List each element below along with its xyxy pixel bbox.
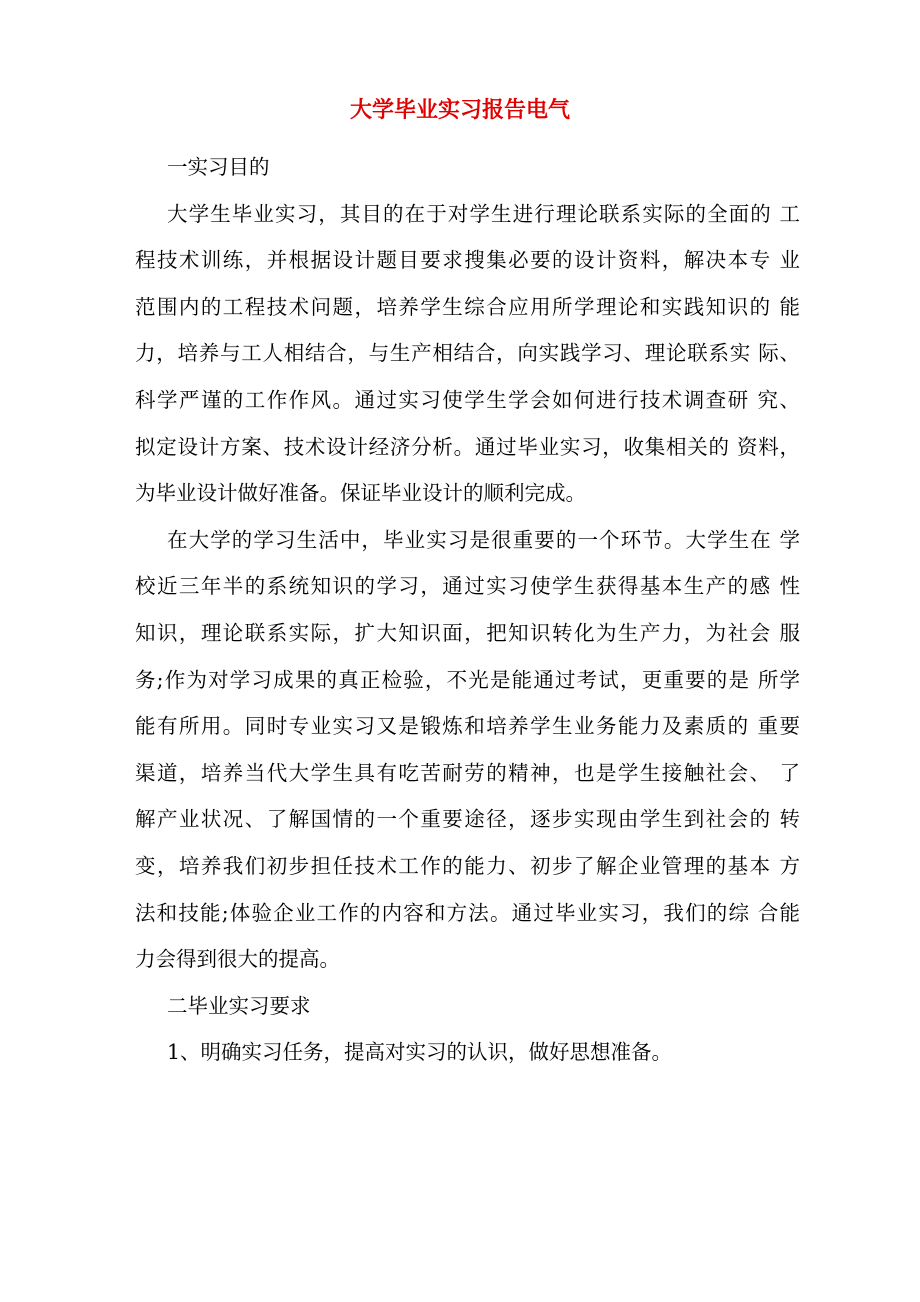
text-line: 能有所用。同时专业实习又是锻炼和培养学生业务能力及素质的 重要 (135, 714, 800, 739)
section-heading (135, 144, 800, 191)
document-title: 大学毕业实习报告电气 (349, 97, 570, 123)
text-line: 范围内的工程技术问题，培养学生综合应用所学理论和实践知识的 能 (135, 294, 800, 319)
paragraph (135, 191, 800, 517)
text-line: 渠道，培养当代大学生具有吃苦耐劳的精神，也是学生接触社会、 了 (135, 760, 800, 785)
text-line: 1、明确实习任务，提高对实习的认识，做好思想准备。 (167, 1040, 673, 1065)
text-line: 二毕业实习要求 (167, 993, 311, 1018)
list-item (135, 1029, 800, 1076)
text-line: 在大学的学习生活中，毕业实习是很重要的一个环节。大学生在 学 (167, 527, 800, 552)
text-line: 程技术训练，并根据设计题目要求搜集必要的设计资料，解决本专 业 (135, 248, 800, 273)
text-line: 力会得到很大的提高。 (135, 947, 340, 972)
text-line: 力，培养与工人相结合，与生产相结合，向实践学习、理论联系实 际、 (135, 341, 800, 366)
text-line: 解产业状况、了解国情的一个重要途径，逐步实现由学生到社会的 转 (135, 807, 800, 832)
text-line: 变，培养我们初步担任技术工作的能力、初步了解企业管理的基本 方 (135, 853, 800, 878)
text-line: 务;作为对学习成果的真正检验，不光是能通过考试，更重要的是 所学 (135, 667, 800, 692)
text-line: 为毕业设计做好准备。保证毕业设计的顺利完成。 (135, 481, 586, 506)
text-line: 一实习目的 (167, 155, 270, 179)
text-line: 校近三年半的系统知识的学习，通过实习使学生获得基本生产的感 性 (135, 574, 800, 599)
paragraph (135, 517, 800, 983)
document-body (135, 144, 800, 1076)
text-line: 大学生毕业实习，其目的在于对学生进行理论联系实际的全面的 工 (167, 201, 800, 226)
section-heading (135, 983, 800, 1030)
text-line: 知识，理论联系实际，扩大知识面，把知识转化为生产力，为社会 服 (135, 620, 800, 645)
text-line: 科学严谨的工作作风。通过实习使学生学会如何进行技术调查研 究、 (135, 387, 800, 412)
text-line: 法和技能;体验企业工作的内容和方法。通过毕业实习，我们的综 合能 (135, 900, 800, 925)
text-line: 拟定设计方案、技术设计经济分析。通过毕业实习，收集相关的 资料， (135, 434, 800, 459)
